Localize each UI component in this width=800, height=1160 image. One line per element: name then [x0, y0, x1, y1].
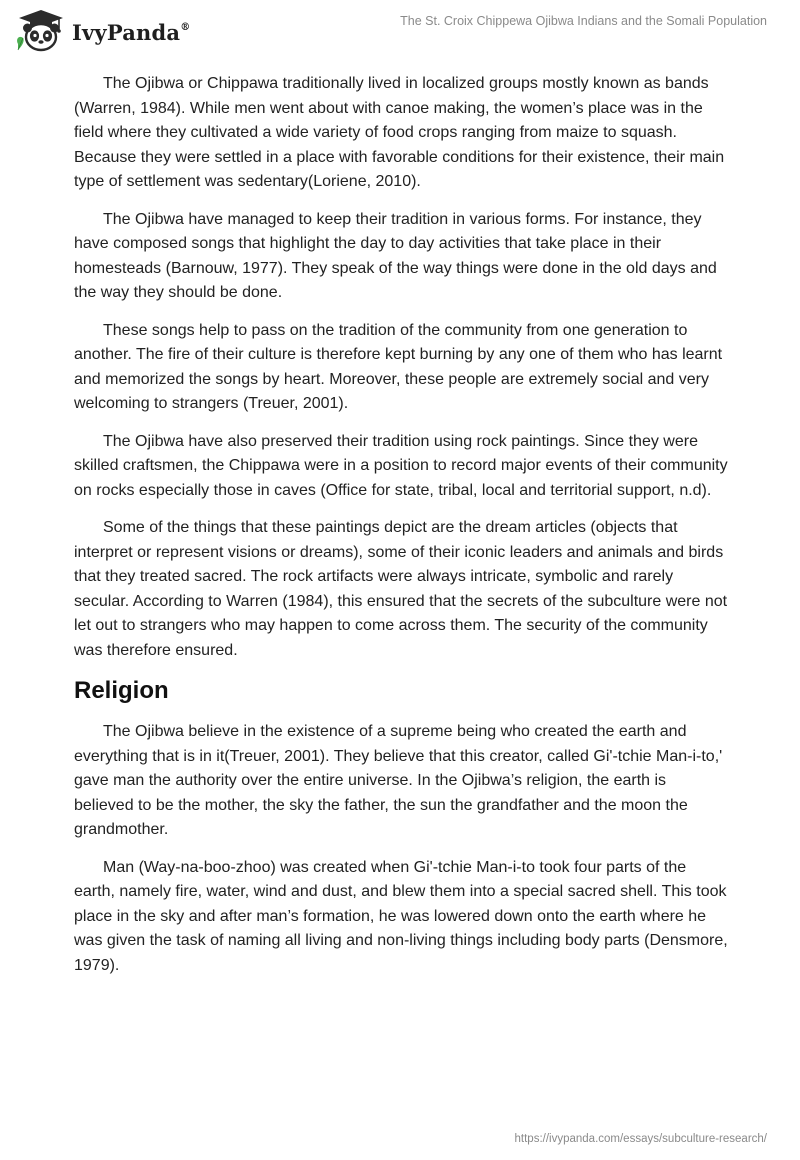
document-title: The St. Croix Chippewa Ojibwa Indians and the Somali Population [400, 14, 767, 28]
source-url[interactable]: https://ivypanda.com/essays/subculture-research/ [514, 1133, 767, 1145]
page-header [0, 0, 800, 60]
paragraph-songs-generation: These songs help to pass on the tradition of the community from one generation to another. The fire of their culture is therefore kept burning by any one of them who has learnt and memorized the songs by heart. Moreover, these people are extremely social and very welcoming to strangers (Treuer, 2001). [74, 321, 723, 412]
paragraph-creation-of-man: Man (Way-na-boo-zhoo) was created when Gi'-tchie Man-i-to took four parts of the earth, namely fire, water, wind and dust, and blew them into a special sacred shell. This took place in the sky and after man’s formation, he was lowered down onto the earth where he was given the task of naming all living and non-living things including body parts (Densmore, 1979). [74, 858, 728, 974]
ivypanda-logo[interactable] [14, 8, 190, 54]
paragraph-settlement: The Ojibwa or Chippawa traditionally lived in localized groups mostly known as bands (Warren, 1984). While men went about with canoe making, the women’s place was in the field where they cultivated a wide variety of food crops ranging from maize to squash. Because they were settled in a place with favorable conditions for their existence, their main type of settlement was sedentary(Loriene, 2010). [74, 75, 725, 190]
essay-body [74, 72, 730, 991]
section-heading-religion: Religion [74, 677, 169, 704]
registered-mark: ® [180, 21, 191, 33]
paragraph-painting-subjects: Some of the things that these paintings depict are the dream articles (objects that interpret or represent visions or dreams), some of their iconic leaders and animals and birds that they treated sacred. The rock artifacts were always intricate, symbolic and rarely secular. According to Warren (1984), this ensured that the secrets of the subculture were not let out to strangers who may happen to come across them. The security of the community was therefore ensured. [74, 519, 728, 659]
brand-name: IvyPanda® [72, 19, 191, 45]
paragraph-supreme-being: The Ojibwa believe in the existence of a supreme being who created the earth and everything that is in it(Treuer, 2001). They believe that this creator, called Gi'-tchie Man-i-to,' gave man the authority over the entire universe. In the Ojibwa’s religion, the earth is believed to be the mother, the sky the father, the sun the grandfather and the moon the grandmother. [74, 723, 723, 838]
paragraph-rock-paintings: The Ojibwa have also preserved their tradition using rock paintings. Since they were skilled craftsmen, the Chippawa were in a position to record major events of their community on rocks especially those in caves (Office for state, tribal, local and territorial support, n.d). [74, 432, 728, 499]
paragraph-songs-tradition: The Ojibwa have managed to keep their tradition in various forms. For instance, they have composed songs that highlight the day to day activities that take place in their homesteads (Barnouw, 1977). They speak of the way things were done in the old days and the way they should be done. [74, 210, 717, 301]
panda-graduation-cap-icon [14, 8, 68, 54]
